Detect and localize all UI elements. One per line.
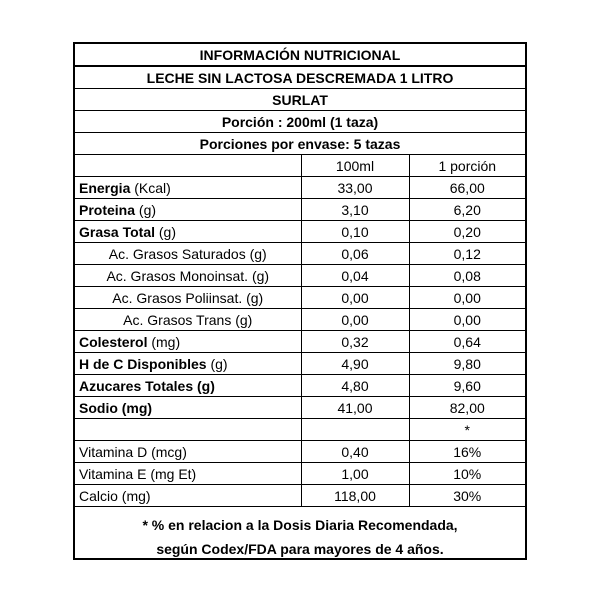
product-brand: SURLAT bbox=[75, 89, 525, 111]
portions-per-pack-row bbox=[75, 133, 525, 155]
value-100ml: 33,00 bbox=[301, 177, 409, 199]
value-portion: 0,20 bbox=[409, 221, 525, 243]
value-percent: 10% bbox=[409, 463, 525, 485]
nutrient-label: Ac. Grasos Poliinsat. (g) bbox=[75, 287, 301, 309]
value-100ml: 0,00 bbox=[301, 287, 409, 309]
nutrient-label: Azucares Totales (g) bbox=[75, 375, 301, 397]
value-100ml: 0,40 bbox=[301, 441, 409, 463]
nutrient-label: Grasa Total (g) bbox=[75, 221, 301, 243]
vitamin-label: Vitamina E (mg Et) bbox=[75, 463, 301, 485]
value-portion: 0,00 bbox=[409, 309, 525, 331]
value-100ml: 118,00 bbox=[301, 485, 409, 507]
value-percent: 16% bbox=[409, 441, 525, 463]
portion-size: Porción : 200ml (1 taza) bbox=[75, 111, 525, 133]
nutrient-label: Proteina (g) bbox=[75, 199, 301, 221]
nutrient-label: Ac. Grasos Monoinsat. (g) bbox=[75, 265, 301, 287]
value-portion: 0,00 bbox=[409, 287, 525, 309]
value-100ml: 41,00 bbox=[301, 397, 409, 419]
table-row bbox=[75, 353, 525, 375]
value-100ml: 4,90 bbox=[301, 353, 409, 375]
product-row-2 bbox=[75, 89, 525, 111]
vitamin-header-row bbox=[75, 419, 525, 441]
table-title: INFORMACIÓN NUTRICIONAL bbox=[75, 44, 525, 66]
table-row bbox=[75, 375, 525, 397]
value-portion: 0,08 bbox=[409, 265, 525, 287]
value-100ml: 0,00 bbox=[301, 309, 409, 331]
product-row-1 bbox=[75, 66, 525, 89]
nutrient-label: Ac. Grasos Trans (g) bbox=[75, 309, 301, 331]
nutrient-label: Sodio (mg) bbox=[75, 397, 301, 419]
nutrient-label: H de C Disponibles (g) bbox=[75, 353, 301, 375]
value-portion: 9,80 bbox=[409, 353, 525, 375]
column-header-portion: 1 porción bbox=[409, 155, 525, 177]
column-header-row bbox=[75, 155, 525, 177]
value-portion: 82,00 bbox=[409, 397, 525, 419]
value-100ml: 1,00 bbox=[301, 463, 409, 485]
product-name: LECHE SIN LACTOSA DESCREMADA 1 LITRO bbox=[75, 66, 525, 89]
vitamin-header-blank bbox=[75, 419, 301, 441]
value-portion: 0,64 bbox=[409, 331, 525, 353]
column-header-blank bbox=[75, 155, 301, 177]
table-row bbox=[75, 463, 525, 485]
nutrient-label: Colesterol (mg) bbox=[75, 331, 301, 353]
portions-per-pack: Porciones por envase: 5 tazas bbox=[75, 133, 525, 155]
table-row bbox=[75, 265, 525, 287]
vitamin-header-blank bbox=[301, 419, 409, 441]
table-row bbox=[75, 287, 525, 309]
portion-row bbox=[75, 111, 525, 133]
table-row bbox=[75, 221, 525, 243]
value-portion: 66,00 bbox=[409, 177, 525, 199]
dri-asterisk: * bbox=[409, 419, 525, 441]
table-row bbox=[75, 441, 525, 463]
value-portion: 6,20 bbox=[409, 199, 525, 221]
table-row bbox=[75, 397, 525, 419]
footnote bbox=[75, 507, 525, 561]
value-portion: 0,12 bbox=[409, 243, 525, 265]
nutrient-label: Ac. Grasos Saturados (g) bbox=[75, 243, 301, 265]
table-row bbox=[75, 199, 525, 221]
value-100ml: 0,32 bbox=[301, 331, 409, 353]
vitamin-label: Vitamina D (mcg) bbox=[75, 441, 301, 463]
column-header-100ml: 100ml bbox=[301, 155, 409, 177]
footnote-line-2: según Codex/FDA para mayores de 4 años. bbox=[156, 541, 444, 557]
value-100ml: 0,06 bbox=[301, 243, 409, 265]
value-100ml: 0,10 bbox=[301, 221, 409, 243]
value-percent: 30% bbox=[409, 485, 525, 507]
table-row bbox=[75, 177, 525, 199]
nutrient-label: Energia (Kcal) bbox=[75, 177, 301, 199]
title-row bbox=[75, 44, 525, 66]
value-100ml: 3,10 bbox=[301, 199, 409, 221]
footnote-line-1: * % en relacion a la Dosis Diaria Recomendada, bbox=[142, 517, 458, 533]
table-row bbox=[75, 331, 525, 353]
value-portion: 9,60 bbox=[409, 375, 525, 397]
value-100ml: 4,80 bbox=[301, 375, 409, 397]
nutrition-table bbox=[75, 44, 525, 507]
nutrition-facts-panel bbox=[73, 42, 527, 560]
vitamin-label: Calcio (mg) bbox=[75, 485, 301, 507]
table-row bbox=[75, 309, 525, 331]
table-row bbox=[75, 243, 525, 265]
value-100ml: 0,04 bbox=[301, 265, 409, 287]
table-row bbox=[75, 485, 525, 507]
